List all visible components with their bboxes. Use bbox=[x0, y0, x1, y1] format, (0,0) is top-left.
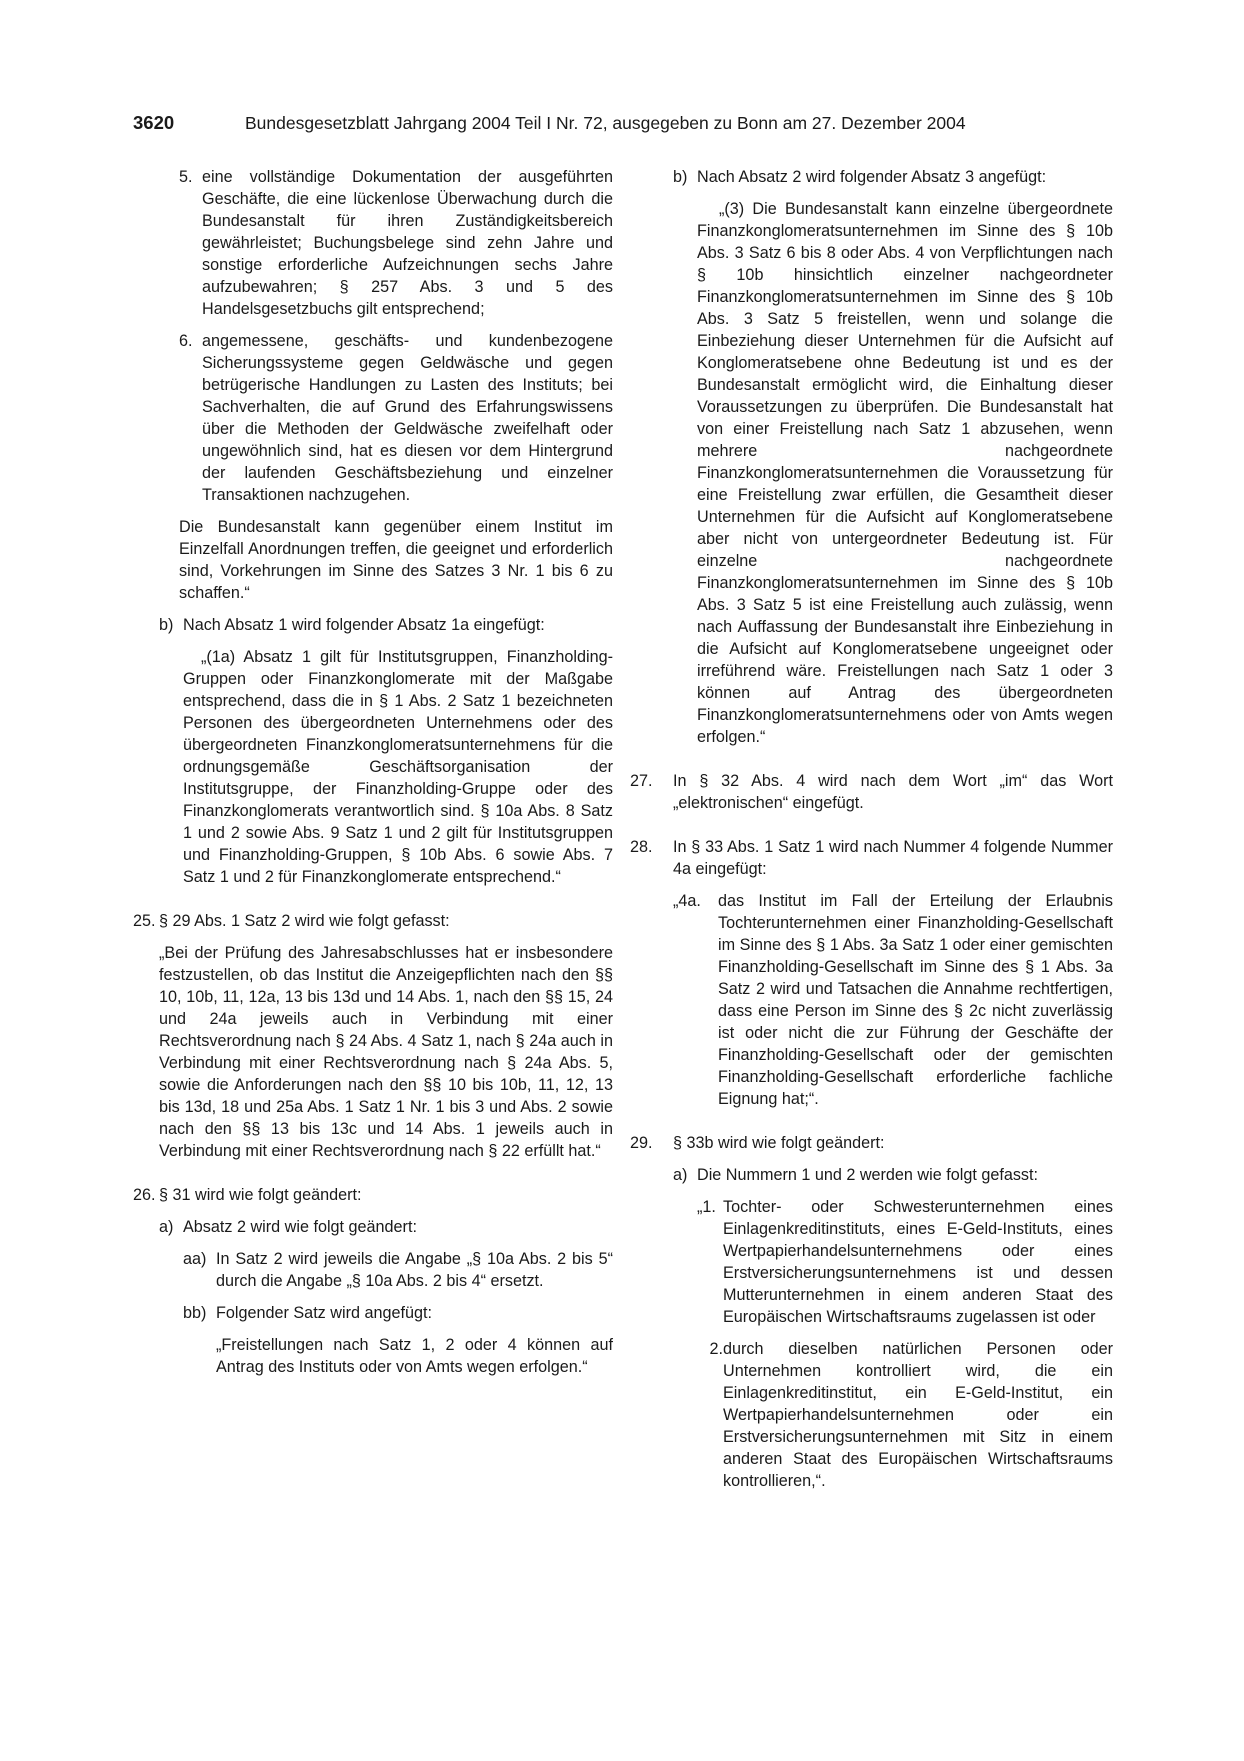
list-item-4a bbox=[673, 890, 1113, 1110]
item-text: § 29 Abs. 1 Satz 2 wird wie folgt gefasst: bbox=[159, 912, 450, 930]
list-item-a-right bbox=[673, 1164, 1113, 1186]
item-text: § 33b wird wie folgt geändert: bbox=[673, 1134, 885, 1152]
paragraph-1a: „(1a) Absatz 1 gilt für Institutsgruppen, Finanzholding-Gruppen oder Finanzkonglomerate mit der Maßgabe entsprechend, dass die in § 1 Abs. 2 Satz 1 bezeichneten Personen des übergeordneten Unternehmens oder des übergeordneten Finanzkonglomeratsunternehmens für die ordnungsgemäße Geschäftsorganisation der Institutsgruppe, der Finanzholding-Gruppe oder des Finanzkonglomerats verantwortlich sind. § 10a Abs. 8 Satz 1 und 2 sowie Abs. 9 Satz 1 und 2 gilt für Institutsgruppen und Finanzholding-Gruppen, § 10b Abs. 6 sowie Abs. 7 Satz 1 und 2 für Finanzkonglomerate entsprechend.“ bbox=[183, 648, 613, 886]
list-item-27 bbox=[630, 770, 1113, 814]
right-column bbox=[630, 166, 1113, 1492]
quote-29: „Bei der Prüfung des Jahresabschlusses hat er insbesondere festzustellen, ob das Institut die Anzeigepflichten nach den §§ 10, 10b, 11, 12a, 13 bis 13d und 14 Abs. 1, nach den §§ 15, 24 und 24a jeweils auch in Verbindung mit einer Rechtsverordnung nach § 24 Abs. 4 Satz 1, nach § 24a auch in Verbindung mit einer Rechtsverordnung nach § 24a Abs. 5, sowie die Anforderungen nach den §§ 10 bis 10b, 11, 12, 13 bis 13d, 18 und 25a Abs. 1 Satz 1 Nr. 1 bis 3 und Abs. 2 sowie nach den §§ 13 bis 13c und 14 Abs. 1 jeweils auch in Verbindung mit einer Rechtsverordnung nach § 22 erfüllt hat.“ bbox=[159, 944, 613, 1160]
item-text: § 31 wird wie folgt geändert: bbox=[159, 1186, 362, 1204]
item-text: In Satz 2 wird jeweils die Angabe „§ 10a Abs. 2 bis 5“ durch die Angabe „§ 10a Abs. 2 bis 4“ ersetzt. bbox=[216, 1250, 613, 1290]
item-text: angemessene, geschäfts- und kundenbezogene Sicherungssysteme gegen Geldwäsche und gegen betrügerische Handlungen zu Lasten des Instituts; bei Sachverhalten, die auf Grund des Erfahrungswissens über die Methoden der Geldwäsche zweifelhaft oder ungewöhnlich sind, hat es diesen vor dem Hintergrund der laufenden Geschäftsbeziehung und einzelner Transaktionen nachzugehen. bbox=[202, 332, 613, 504]
item-label: bb) bbox=[183, 1304, 207, 1322]
list-item-26 bbox=[133, 1184, 613, 1206]
closing-paragraph: Die Bundesanstalt kann gegenüber einem Institut im Einzelfall Anordnungen treffen, die geeignet und erforderlich sind, Vorkehrungen im Sinne des Satzes 3 Nr. 1 bis 6 zu schaffen.“ bbox=[179, 518, 613, 602]
running-head: Bundesgesetzblatt Jahrgang 2004 Teil I Nr. 72, ausgegeben zu Bonn am 27. Dezember 2004 bbox=[245, 113, 966, 133]
item-label: 5. bbox=[179, 168, 193, 186]
page-header bbox=[133, 112, 1113, 136]
list-item-b-right bbox=[673, 166, 1113, 188]
page-number: 3620 bbox=[133, 112, 175, 133]
item-label: 2. bbox=[709, 1340, 723, 1358]
list-item-25 bbox=[133, 910, 613, 932]
paragraph-3: „(3) Die Bundesanstalt kann einzelne übergeordnete Finanzkonglomeratsunternehmen im Sinne des § 10b Abs. 3 Satz 6 bis 8 oder Abs. 4 von Verpflichtungen nach § 10b hinsichtlich einzelner nachgeordneter Finanzkonglomeratsunternehmen im Sinne des § 10b Abs. 3 Satz 5 freistellen, wenn und solange die Einbeziehung dieser Unternehmen für die Aufsicht auf Konglomeratsebene ohne Bedeutung ist und es der Bundesanstalt ermöglicht wird, die Einhaltung dieser Voraussetzungen zu überprüfen. Die Bundesanstalt hat von einer Freistellung nach Satz 1 abzusehen, wenn mehrere nachgeordnete Finanzkonglomeratsunternehmen die Voraussetzung für eine Freistellung zwar erfüllen, die Gesamtheit dieser Unternehmen für die Aufsicht auf Konglomeratsebene aber nicht von untergeordneter Bedeutung ist. Für einzelne nachgeordnete Finanzkonglomeratsunternehmen im Sinne des § 10b Abs. 3 Satz 5 ist eine Freistellung auch zulässig, wenn nach Auffassung der Bundesanstalt ihre Einbeziehung in die Aufsicht auf Konglomeratsebene ungeeignet oder irreführend wäre. Freistellungen nach Satz 1 oder 3 können auf Antrag des übergeordneten Finanzkonglomeratsunternehmens oder von Amts wegen erfolgen.“ bbox=[697, 200, 1113, 746]
item-text: Folgender Satz wird angefügt: bbox=[216, 1304, 432, 1322]
item-label: a) bbox=[159, 1218, 174, 1236]
item-label: aa) bbox=[183, 1250, 207, 1268]
item-label: 25. bbox=[133, 912, 156, 930]
list-item-a bbox=[159, 1216, 613, 1238]
item-label: 26. bbox=[133, 1186, 156, 1204]
list-item-5 bbox=[179, 166, 613, 320]
item-label: b) bbox=[673, 168, 688, 186]
list-item-6 bbox=[179, 330, 613, 506]
item-text: eine vollständige Dokumentation der ausgeführten Geschäfte, die eine lückenlose Überwachung durch die Bundesanstalt für ihren Zuständigkeitsbereich gewährleistet; Buchungsbelege sind zehn Jahre und sonstige erforderliche Aufzeichnungen sechs Jahre aufzubewahren; § 257 Abs. 3 und 5 des Handelsgesetzbuchs gilt entsprechend; bbox=[202, 168, 613, 318]
left-column bbox=[133, 166, 613, 1378]
quote-bb: „Freistellungen nach Satz 1, 2 oder 4 können auf Antrag des Instituts oder von Amts wegen erfolgen.“ bbox=[216, 1336, 613, 1376]
list-item-n2 bbox=[697, 1338, 1113, 1492]
item-text: Nach Absatz 1 wird folgender Absatz 1a eingefügt: bbox=[183, 616, 545, 634]
item-text: Absatz 2 wird wie folgt geändert: bbox=[183, 1218, 417, 1236]
item-label: b) bbox=[159, 616, 174, 634]
item-label: 29. bbox=[630, 1134, 653, 1152]
list-item-29 bbox=[630, 1132, 1113, 1154]
list-item-b bbox=[159, 614, 613, 636]
item-label: 6. bbox=[179, 332, 193, 350]
item-text: In § 33 Abs. 1 Satz 1 wird nach Nummer 4 folgende Nummer 4a eingefügt: bbox=[673, 838, 1113, 878]
item-label: „4a. bbox=[673, 892, 701, 910]
item-text: das Institut im Fall der Erteilung der Erlaubnis Tochterunternehmen einer Finanzholding-Gesellschaft im Sinne des § 1 Abs. 3a Satz 1 oder einer gemischten Finanzholding-Gesellschaft im Sinne des § 1 Abs. 3a Satz 2 wird und Tatsachen die Annahme rechtfertigen, dass eine Person im Sinne des § 2c nicht zuverlässig ist oder nicht die zur Führung der Geschäfte der Finanzholding-Gesellschaft oder der gemischten Finanzholding-Gesellschaft erforderliche fachliche Eignung hat;“. bbox=[718, 892, 1113, 1108]
item-text: Die Nummern 1 und 2 werden wie folgt gefasst: bbox=[697, 1166, 1039, 1184]
item-label: a) bbox=[673, 1166, 688, 1184]
item-text: Tochter- oder Schwesterunternehmen eines Einlagenkreditinstituts, eines E-Geld-Instituts, eines Wertpapierhandelsunternehmens oder eines Erstversicherungsunternehmens ist und dessen Mutterunternehmen in einem anderen Staat des Europäischen Wirtschaftsraums zugelassen ist oder bbox=[723, 1198, 1113, 1326]
list-item-28 bbox=[630, 836, 1113, 880]
item-text: In § 32 Abs. 4 wird nach dem Wort „im“ das Wort „elektronischen“ eingefügt. bbox=[673, 772, 1113, 812]
list-item-n1 bbox=[697, 1196, 1113, 1328]
item-label: 28. bbox=[630, 838, 653, 856]
item-label: „1. bbox=[697, 1198, 716, 1216]
list-item-aa bbox=[183, 1248, 613, 1292]
item-text: Nach Absatz 2 wird folgender Absatz 3 angefügt: bbox=[697, 168, 1047, 186]
list-item-bb bbox=[183, 1302, 613, 1324]
item-label: 27. bbox=[630, 772, 653, 790]
item-text: durch dieselben natürlichen Personen oder Unternehmen kontrolliert wird, die ein Einlagenkreditinstitut, ein E-Geld-Institut, ein Wertpapierhandelsunternehmen oder ein Erstversicherungsunternehmen mit Sitz in einem anderen Staat des Europäischen Wirtschaftsraums kontrollieren,“. bbox=[723, 1340, 1113, 1490]
